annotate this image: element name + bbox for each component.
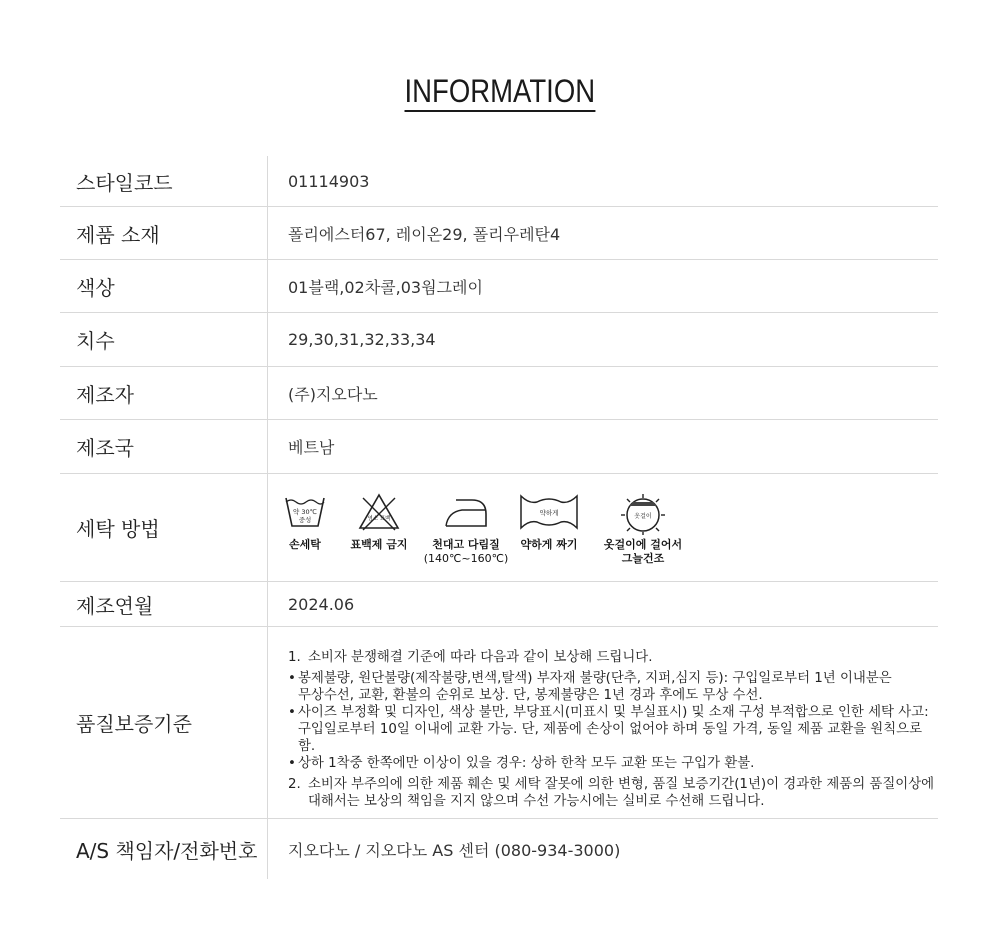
row-value: 폴리에스터67, 레이온29, 폴리우레탄4 <box>288 224 561 244</box>
item-text: 소비자 분쟁해결 기준에 따라 다음과 같이 보상해 드립니다. <box>308 650 653 665</box>
svg-text:옷걸이: 옷걸이 <box>634 512 652 520</box>
wash-label: 표백제 금지 <box>350 537 408 551</box>
svg-text:약하게: 약하게 <box>539 508 559 517</box>
wash-label: 약하게 짜기 <box>520 537 578 551</box>
row-date <box>60 582 938 627</box>
wash-item-hand-wash <box>280 492 330 552</box>
bullet-2: • 사이즈 부정확 및 디자인, 색상 불만, 부당표시(미표시 및 부실표시) 및 소재 구성 부적합으로 인한 세탁 사고: <box>288 705 929 720</box>
item-2-cont: 대해서는 보상의 책임을 지지 않으며 수선 가능시에는 실비로 수선해 드립니다. <box>308 794 765 809</box>
wash-label: 옷걸이에 걸어서 <box>603 537 683 551</box>
item-number: 1. <box>288 650 301 665</box>
row-country <box>60 420 938 474</box>
row-label: A/S 책임자/전화번호 <box>60 819 268 879</box>
wash-item-shade-dry <box>598 492 688 566</box>
row-label: 제조자 <box>60 367 268 419</box>
quality-item-1 <box>288 649 938 666</box>
svg-text:염소 표백: 염소 표백 <box>367 515 391 522</box>
row-value: 29,30,31,32,33,34 <box>288 330 436 349</box>
row-value <box>268 474 938 581</box>
row-label: 제조연월 <box>60 582 268 626</box>
iron-icon <box>442 492 490 532</box>
row-label: 품질보증기준 <box>60 627 268 818</box>
bullet-2-cont: 구입일로부터 10일 이내에 교환 가능. 단, 제품에 손상이 없어야 하며 동일 가격, 동일 제품 교환을 원칙으로 함. <box>298 722 923 754</box>
row-value: 01블랙,02차콜,03웜그레이 <box>288 277 483 297</box>
row-value: (주)지오다노 <box>288 384 378 404</box>
row-value: 2024.06 <box>288 594 355 614</box>
row-washing <box>60 474 938 582</box>
item-number: 2. <box>288 777 301 792</box>
washing-icons <box>288 492 688 566</box>
row-style-code <box>60 156 938 207</box>
row-label: 세탁 방법 <box>60 474 268 581</box>
row-material <box>60 207 938 260</box>
row-label: 스타일코드 <box>60 156 268 206</box>
row-color <box>60 260 938 313</box>
quality-text <box>268 627 938 818</box>
item-text: 소비자 부주의에 의한 제품 훼손 및 세탁 잘못에 의한 변형, 품질 보증기간(1년)이 경과한 제품의 품질이상에 <box>308 777 935 792</box>
row-size <box>60 313 938 367</box>
bullet-text: 상하 1착중 한쪽에만 이상이 있을 경우: 상하 한착 모두 교환 또는 구입가 환불. <box>298 756 755 771</box>
bullet-text: 사이즈 부정확 및 디자인, 색상 불만, 부당표시(미표시 및 부실표시) 및 소재 구성 부적합으로 인한 세탁 사고: <box>298 705 929 720</box>
wash-item-gentle-wring <box>514 492 584 552</box>
svg-text:약 30℃: 약 30℃ <box>293 507 317 516</box>
heading-wrap <box>0 72 1000 112</box>
gentle-wring-icon <box>519 492 579 532</box>
quality-item-2 <box>288 776 938 793</box>
wash-label: 천대고 다림질 <box>432 537 500 551</box>
row-label: 제품 소재 <box>60 207 268 259</box>
no-bleach-icon <box>357 492 401 532</box>
bullet-text: 봉제불량, 원단불량(제작불량,변색,탈색) 부자재 불량(단추, 지퍼,심지 등): 구입일로부터 1년 이내분은 <box>298 671 892 686</box>
quality-bullets <box>288 670 938 772</box>
bullet-1: • 봉제불량, 원단불량(제작불량,변색,탈색) 부자재 불량(단추, 지퍼,심지 등): 구입일로부터 1년 이내분은 <box>288 671 892 686</box>
page-title: INFORMATION <box>405 72 596 112</box>
row-value: 01114903 <box>288 171 370 191</box>
wash-label: 손세탁 <box>289 537 321 551</box>
wash-sub: (140℃~160℃) <box>423 551 509 565</box>
row-label: 제조국 <box>60 420 268 473</box>
row-maker <box>60 367 938 420</box>
bullet-1-cont: 무상수선, 교환, 환불의 순위로 보상. 단, 봉제불량은 1년 경과 후에도 무상 수선. <box>298 688 763 703</box>
shade-dry-icon <box>619 492 667 536</box>
row-quality <box>60 627 938 819</box>
wash-label-2: 그늘건조 <box>621 551 665 565</box>
row-label: 색상 <box>60 260 268 312</box>
bullet-3: • 상하 1착중 한쪽에만 이상이 있을 경우: 상하 한착 모두 교환 또는 구입가 환불. <box>288 756 755 771</box>
row-as <box>60 819 938 879</box>
row-value: 지오다노 / 지오다노 AS 센터 (080-934-3000) <box>288 840 621 860</box>
wash-item-iron <box>423 492 509 565</box>
svg-text:중성: 중성 <box>298 515 312 524</box>
info-table <box>60 156 938 879</box>
row-label: 치수 <box>60 313 268 366</box>
hand-wash-icon <box>283 492 327 532</box>
wash-item-no-bleach <box>344 492 414 552</box>
row-value: 베트남 <box>288 438 335 457</box>
